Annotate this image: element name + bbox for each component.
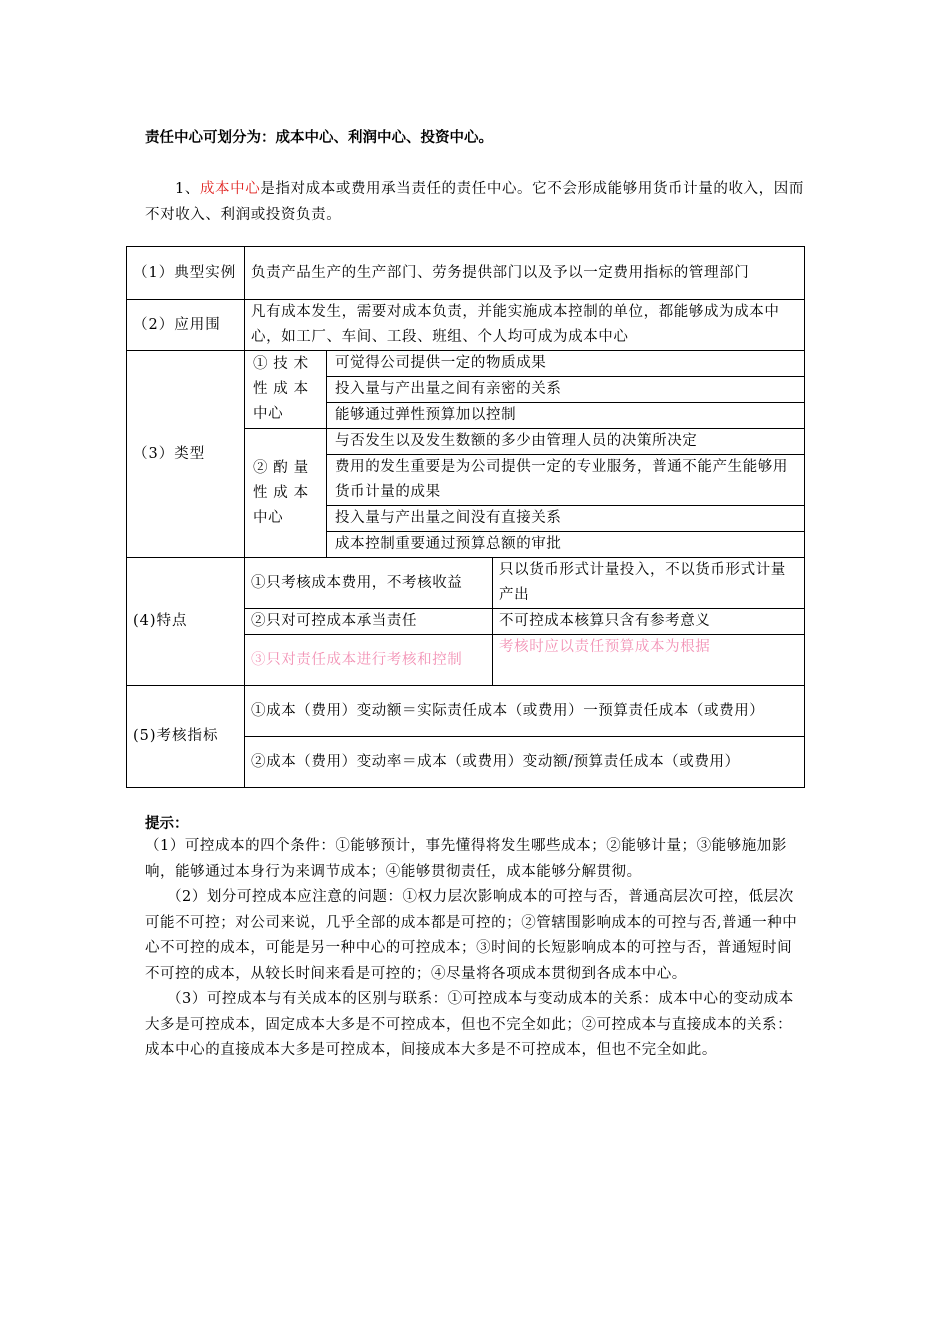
feature-cell-a-highlight: ③只对责任成本进行考核和控制: [245, 635, 493, 686]
cost-center-table: [126, 246, 805, 788]
table-row-examples: [127, 247, 805, 300]
feature-cell-b: 不可控成本核算只含有参考意义: [493, 609, 805, 635]
discretionary-feature-item: 投入量与产出量之间没有直接关系: [327, 506, 804, 532]
row-value-scope: 凡有成本发生，需要对成本负责，并能实施成本控制的单位，都能够成为成本中心，如工厂、车间、工段、班组、个人均可成为成本中心: [245, 300, 805, 351]
row-label-metrics: (5)考核指标: [127, 686, 245, 788]
intro-prefix: 1、: [175, 181, 200, 197]
table-row-scope: [127, 300, 805, 351]
table-row-types-tech: [127, 351, 805, 429]
row-label-types: （3）类型: [127, 351, 245, 558]
discretionary-cost-center-label: ② 酌 量 性 成 本 中心: [245, 429, 327, 558]
hints-title: 提示：: [145, 816, 189, 832]
feature-cell-b: 只以货币形式计量投入，不以货币形式计量产出: [493, 558, 805, 609]
metric-formula: ①成本（费用）变动额＝实际责任成本（或费用）一预算责任成本（或费用）: [245, 686, 805, 737]
table-row-metrics-1: [127, 686, 805, 737]
hint-paragraph: （1）可控成本的四个条件：①能够预计，事先懂得将发生哪些成本；②能够计量；③能够施加影响，能够通过本身行为来调节成本；④能够贯彻责任，成本能够分解贯彻。: [145, 838, 787, 880]
hints-body: [145, 834, 807, 1064]
intro-text: 是指对成本或费用承当责任的责任中心。它不会形成能够用货币计量的收入，因而不对收入、利润或投资负责。: [145, 181, 804, 223]
discretionary-feature-item: 费用的发生重要是为公司提供一定的专业服务，普通不能产生能够用货币计量的成果: [327, 455, 804, 506]
intro-term: 成本中心: [199, 181, 261, 197]
tech-features-list: [327, 351, 804, 428]
row-value-examples: 负责产品生产的生产部门、劳务提供部门以及予以一定费用指标的管理部门: [245, 247, 805, 300]
discretionary-feature-item: 成本控制重要通过预算总额的审批: [327, 532, 804, 558]
metric-formula: ②成本（费用）变动率＝成本（或费用）变动额/预算责任成本（或费用）: [245, 737, 805, 788]
feature-cell-a: ①只考核成本费用，不考核收益: [245, 558, 493, 609]
row-label-examples: （1）典型实例: [127, 247, 245, 300]
table-row-features-1: [127, 558, 805, 609]
tech-feature-item: 能够通过弹性预算加以控制: [327, 403, 804, 429]
hint-paragraph: （2）划分可控成本应注意的问题：①权力层次影响成本的可控与否，普通高层次可控，低层次可能不可控；对公司来说，几乎全部的成本都是可控的；②管辖围影响成本的可控与否,普通一种中心不可控的成本，可能是另一种中心的可控成本；③时间的长短影响成本的可控与否，普通短时间不可控的成本，从较长时间来看是可控的；④尽量将各项成本贯彻到各成本中心。: [145, 889, 798, 982]
tech-cost-center-label: ① 技 术 性 成 本 中心: [245, 351, 327, 429]
feature-cell-b-highlight: 考核时应以责任预算成本为根据: [493, 635, 805, 686]
tech-feature-item: 可觉得公司提供一定的物质成果: [327, 351, 804, 377]
row-label-features: (4)特点: [127, 558, 245, 686]
discretionary-feature-item: 与否发生以及发生数额的多少由管理人员的决策所决定: [327, 429, 804, 455]
row-label-scope: （2）应用围: [127, 300, 245, 351]
intro-paragraph: [145, 176, 807, 228]
feature-cell-a: ②只对可控成本承当责任: [245, 609, 493, 635]
hint-paragraph: （3）可控成本与有关成本的区别与联系：①可控成本与变动成本的关系：成本中心的变动成本大多是可控成本，固定成本大多是不可控成本，但也不完全如此；②可控成本与直接成本的关系：成本中心的直接成本大多是可控成本，间接成本大多是不可控成本，但也不完全如此。: [145, 991, 794, 1058]
discretionary-features-list: [327, 429, 804, 557]
page-heading: 责任中心可划分为：成本中心、利润中心、投资中心。: [145, 130, 493, 146]
tech-feature-item: 投入量与产出量之间有亲密的关系: [327, 377, 804, 403]
